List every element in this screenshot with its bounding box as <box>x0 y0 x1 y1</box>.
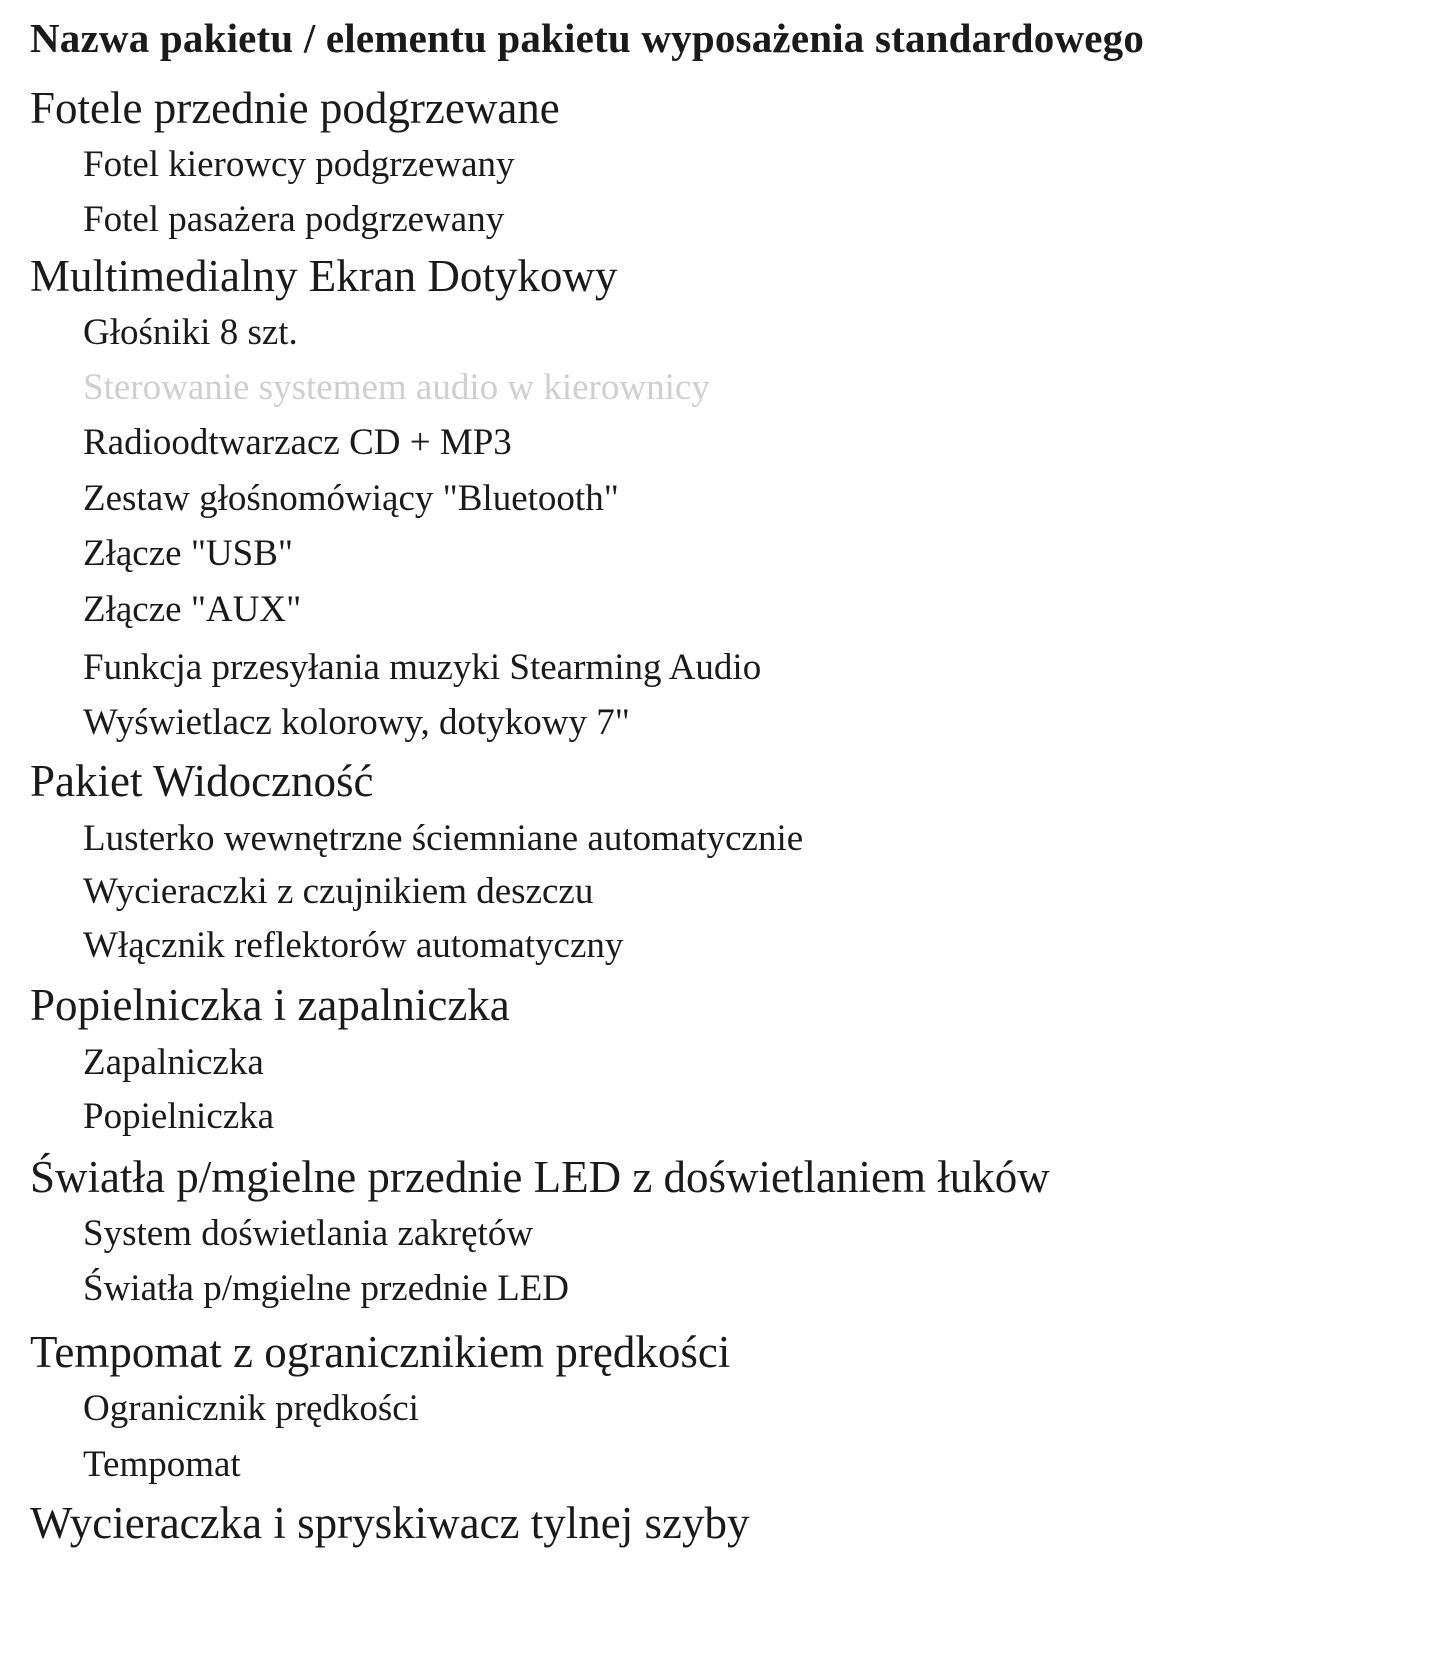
package-item: Funkcja przesyłania muzyki Stearming Audio <box>83 647 762 688</box>
package-item: Fotel kierowcy podgrzewany <box>83 144 515 185</box>
package-title: Pakiet Widoczność <box>30 756 374 806</box>
package-item: Tempomat <box>83 1444 241 1485</box>
package-title: Światła p/mgielne przednie LED z doświetlaniem łuków <box>30 1152 1050 1202</box>
package-title: Popielniczka i zapalniczka <box>30 980 510 1030</box>
package-item: Wycieraczki z czujnikiem deszczu <box>83 871 594 912</box>
package-item: Popielniczka <box>83 1096 275 1137</box>
package-item: Światła p/mgielne przednie LED <box>83 1268 569 1309</box>
package-item: Złącze "AUX" <box>83 589 302 630</box>
package-item: System doświetlania zakrętów <box>83 1213 534 1254</box>
package-title: Wycieraczka i spryskiwacz tylnej szyby <box>30 1498 750 1548</box>
document-header: Nazwa pakietu / elementu pakietu wyposażenia standardowego <box>30 15 1145 61</box>
package-item: Wyświetlacz kolorowy, dotykowy 7" <box>83 702 630 743</box>
package-item: Włącznik reflektorów automatyczny <box>83 925 624 966</box>
package-item: Złącze "USB" <box>83 533 294 574</box>
package-item: Fotel pasażera podgrzewany <box>83 199 505 240</box>
package-item: Głośniki 8 szt. <box>83 312 298 353</box>
package-item: Zestaw głośnomówiący "Bluetooth" <box>83 478 619 519</box>
package-item-faded: Sterowanie systemem audio w kierownicy <box>83 367 710 408</box>
package-title: Multimedialny Ekran Dotykowy <box>30 251 618 301</box>
package-title: Fotele przednie podgrzewane <box>30 83 560 133</box>
package-item: Zapalniczka <box>83 1042 264 1083</box>
package-item: Ogranicznik prędkości <box>83 1388 419 1429</box>
package-item: Lusterko wewnętrzne ściemniane automatycznie <box>83 818 804 859</box>
package-title: Tempomat z ogranicznikiem prędkości <box>30 1327 731 1377</box>
package-item: Radioodtwarzacz CD + MP3 <box>83 422 512 463</box>
